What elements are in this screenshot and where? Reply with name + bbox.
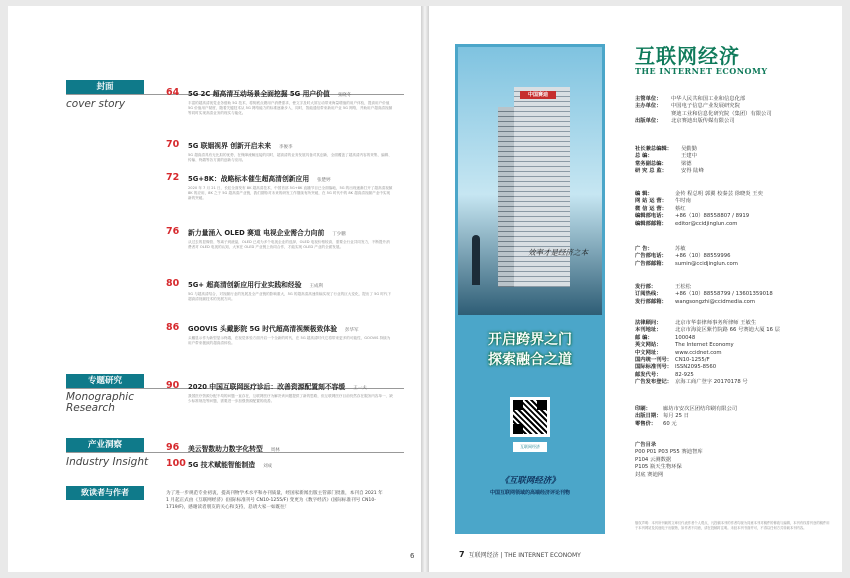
ad-index-item: 封底 赛迪网 (635, 471, 664, 478)
entry-author: 李俊李 (279, 145, 293, 150)
logo-cn: 互联网经济 (635, 44, 740, 68)
section-research-en: Monographic Research (66, 391, 134, 414)
ad-index (635, 442, 805, 479)
entry-page-number: 100 (166, 458, 186, 469)
entry-desc: 头戴显示作为新型显示终端，在视觉体验方面开启一个全新的时代，在 5G 超高清时代它将带来更多的可能性，GOOVIS 持续为用户带来极致的超高清体验。 (188, 336, 391, 346)
entry-author: 张楚婷 (317, 178, 331, 183)
entry-desc: 丰富的超高清视觉业务借助 5G 技术，将彻底点燃用户消费需求，使文字及时大屏互动带来海量增值的用户体验，提高用户价值 5G 价值用户黏度，随着关键技术从 5G 网络能力的标准逐渐步入，同时，智能通信带来新用户业 5G 网络，并助用户超高清视频等同时实现高清业务的现实与能化。 (188, 101, 393, 116)
masthead-editorial: 社长兼总编辑： 吴勤勤 总 编： 王建中 常务副总编： 梁德 研 究 总 监： 安得 陆峰 (635, 146, 704, 175)
entry-author: 刘成 (263, 464, 273, 469)
entry-title: 5G+8K：战略标本催生超高清创新应用 (188, 175, 310, 183)
ad-mini-magazine: 互联网经济 (513, 442, 547, 452)
entry-desc: 2020 年 7 月 21 日，长虹全面发布 8K 超高清技术，中国首部 5G+8K 直播节目已全面落地，5G 的出现逐渐打开了超高清视频 8K 的应用，8K 之于 5G 超高清产业链，我们期待对未来的研发工作继续有所突破，在 5G 时代中的 8K 超高清视频产业中实现新的突破。 (188, 186, 393, 201)
ad-index-title: 广告目录 (635, 442, 657, 448)
ad-slogan: 效率才是经济之本 (528, 248, 588, 257)
entry-page-number: 76 (166, 226, 180, 237)
entry-author: 王一夫 (353, 386, 367, 391)
right-page (429, 6, 842, 572)
ad-title: 《互联网经济》 (500, 476, 560, 486)
folio-number: 7 (459, 550, 465, 559)
ad-banner[interactable] (455, 44, 605, 534)
entry-author: 周林 (270, 448, 280, 453)
section-insight-en: Industry Insight (66, 456, 149, 468)
entry-author: 彭华军 (345, 328, 359, 333)
ad-headline-1: 开启跨界之门 (488, 332, 572, 348)
entry-author: 丁少鹏 (332, 232, 346, 237)
qr-code-icon[interactable] (510, 397, 550, 437)
logo-en: THE INTERNET ECONOMY (635, 66, 768, 76)
masthead-print: 印刷： 廊坊市安次区团结印刷有限公司 出版日期： 每月 25 日 零售价： 60 元 (635, 406, 738, 427)
section-research-label: 专题研究 (66, 374, 144, 388)
entry-page-number: 90 (166, 380, 180, 391)
section-cover-label: 封面 (66, 80, 144, 94)
entry-title: 美云智数助力数字化转型 (188, 445, 263, 453)
section-insight-label: 产业洞察 (66, 438, 144, 452)
entry-title: 新力量涌入 OLED 赛道 电视企业需合力向前 (188, 229, 325, 237)
toc-entry[interactable] (168, 173, 393, 202)
left-page (8, 6, 421, 572)
masthead-ads: 广 告： 苏敏 广告部电话： +86（10）88559996 广告部邮箱： sumin@ccidjinglun.com (635, 246, 738, 267)
entry-author: 王成利 (309, 284, 324, 289)
entry-desc: 我国医疗资源分配不均的问题一直存在，互联网医疗为解决该问题提供了新的思路，但互联网医疗目前仍然存在服务内容单一、缺少标准规范等问题，需要进一步加强资源配置的改善。 (188, 394, 393, 404)
ad-index-item: P105 瓶天生物环保 (635, 464, 682, 471)
masthead-publisher: 主管单位： 中华人民共和国工业和信息化部 主办单位： 中国电子信息产业发展研究院 赛迪工业和信息化研究院（集团）有限公司 出版单位： 北京赛迪出版传媒有限公司 (635, 96, 772, 125)
spine (421, 6, 429, 572)
entry-desc: 5G 与超高清结合，对视频行业的发展及全产业链的影响重大，5G 的超高清高速传输实现了行业的巨大变化，提出了 5G 时代下超高清视频技术的发展方向。 (188, 292, 392, 302)
toc-entry[interactable] (168, 459, 393, 469)
masthead-editors: 编 辑： 金传 程总明 郭翼 校秦芸 徐晓炎 王奕 网 站 运 营： 牛时南 微 信 运 营： 蔡红 编辑部电话： +86（10）88558807 / 8919 编辑部邮箱： editor@ccidjinglun.com (635, 191, 763, 227)
entry-title: 2020 中国互联网医疗诊后：改善资源配置刻不容缓 (188, 383, 346, 391)
ad-headline-2: 探索融合之道 (488, 352, 572, 368)
section-readers-label: 致读者与作者 (66, 486, 144, 500)
toc-entry[interactable] (168, 323, 393, 346)
entry-title: 5G 2C 超高清互动场景全面挖掘 5G 用户价值 (188, 90, 330, 98)
entry-title: 5G+ 超高清创新应用行业实践和经验 (188, 281, 302, 289)
entry-desc: 5G 超高清具有无比拟的优势，在保障流畅连接的同时，超高清的业务发展具备对其创新，全面覆盖了超高清内容的采集、编辑、传输、终端等各方面的创新与应用。 (188, 153, 392, 163)
folio-label: 互联网经济 | THE INTERNET ECONOMY (468, 552, 581, 559)
toc-entry[interactable] (168, 279, 393, 302)
ad-index-item: P104 云测数据 (635, 456, 672, 463)
entry-desc: 从过去的显像管、等离子到液晶，OLED 已成为多个电视企业的选择，OLED 电视价格较高，需要全行业共同发力，不断提升消费者对 OLED 电视的认知，大家在 OLED 产业链上协同合作，才能实现 OLED 产业的全面发展。 (188, 240, 390, 250)
entry-page-number: 72 (166, 172, 180, 183)
toc-entry[interactable] (168, 227, 393, 250)
entry-page-number: 86 (166, 322, 180, 333)
readers-notice: 为了进一步规范专业初衷，提高刊物学术水平和办刊质量，经国家新闻出版主管部门批准，本刊自 2021 年 1 月起正式由《互联网经济》(国际标准刊号 CN10-1255/F) 变更为《数字经济》(国际标准刊号 CN10-1719/F)，感谢读者朋友的关心和支持，恳请大家一如既往！ (166, 491, 383, 511)
tower-sign: 中国赛迪 (520, 91, 556, 99)
tower-side (498, 107, 514, 287)
entry-page-number: 70 (166, 139, 180, 150)
entry-title: GOOVIS 头戴影院 5G 时代超高清视频极致体验 (188, 325, 337, 333)
toc-entry[interactable] (168, 443, 393, 453)
ad-subtitle: 中国互联网领域的高端经济评论刊物 (489, 490, 570, 496)
copyright-notice: 版权声明：本刊所刊载的文章仅代表作者个人观点，凡投稿本刊的作者均视为同意本刊对稿件的修改与编辑，本刊有权将刊登的稿件用于本刊网站及其他电子出版物，如作者不同意，请在投稿时注明。未经本刊书面许可，不得以任何方式转载本刊内容。 (635, 521, 830, 530)
entry-title: 5G 技术赋能智能制造 (188, 461, 256, 469)
masthead-distribution: 发行部： 王松松 订阅热线： +86（10）88558799 / 13601359018 发行部邮箱： wangsongzhi@ccidmedia.com (635, 284, 773, 305)
toc-entry[interactable] (168, 88, 393, 117)
ad-index-item: P00 P01 P03 P55 赛迪智库 (635, 449, 703, 456)
section-cover-en: cover story (66, 98, 126, 110)
toc-entry[interactable] (168, 381, 393, 404)
masthead-legal: 法律顾问： 北京市华泰律师事务所律师 王敏生 本刊地址： 北京市海淀区紫竹院路 66 号赛迪大厦 16 层 邮 编： 100048 英文网站： The Internet Economy 中文网址： www.ccidnet.com 国内统一刊号： CN10-1255/F 国际标准刊号： ISSN2095-8560 邮发代号： 82-925 广告发布登记： 京海工商广登字 20170178 号 (635, 320, 780, 386)
entry-page-number: 80 (166, 278, 180, 289)
person-silhouette (472, 235, 480, 285)
entry-page-number: 64 (166, 87, 180, 98)
entry-title: 5G 联姻视界 创新开启未来 (188, 142, 272, 150)
entry-author: 张晓冬 (337, 93, 352, 98)
ad-photo (458, 47, 602, 315)
folio-right (459, 550, 581, 559)
toc-entry[interactable] (168, 140, 393, 163)
folio-left: 6 (410, 552, 415, 560)
entry-page-number: 96 (166, 442, 180, 453)
